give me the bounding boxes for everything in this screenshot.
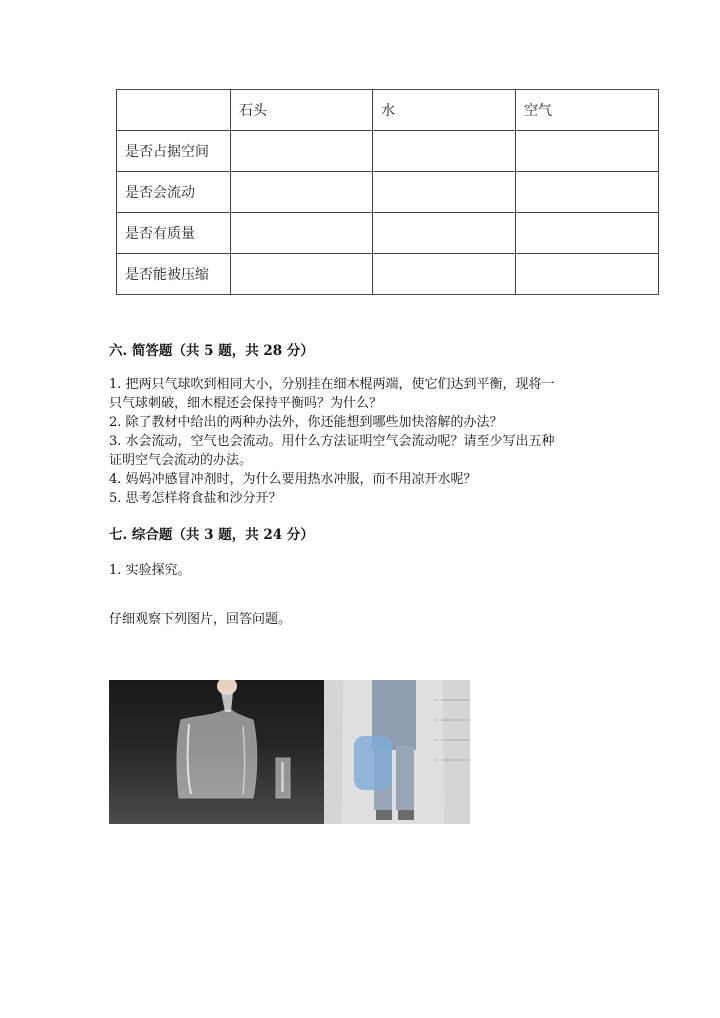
question-1-line-2: 只气球刺破，细木棍还会保持平衡吗？为什么？	[109, 396, 383, 411]
table-row	[117, 213, 659, 254]
table-row	[117, 254, 659, 295]
table-cell	[231, 254, 373, 295]
table-cell	[516, 213, 659, 254]
table-cell	[516, 172, 659, 213]
table-row	[117, 172, 659, 213]
question-5: 5. 思考怎样将食盐和沙分开？	[109, 491, 282, 506]
section-7-instruction: 仔细观察下列图片，回答问题。	[109, 612, 292, 627]
table-row	[117, 131, 659, 172]
table-header-cell: 水	[373, 90, 516, 131]
question-2: 2. 除了教材中给出的两种办法外，你还能想到哪些加快溶解的办法？	[109, 415, 503, 430]
table-row-label: 是否能被压缩	[117, 254, 231, 295]
table-cell	[373, 254, 516, 295]
question-3-line-2: 证明空气会流动的办法。	[109, 453, 253, 468]
table-cell	[373, 213, 516, 254]
table-cell	[231, 131, 373, 172]
question-4: 4. 妈妈冲感冒冲剂时，为什么要用热水冲服，而不用凉开水呢？	[109, 472, 477, 487]
table-cell	[516, 254, 659, 295]
table-header-row	[117, 90, 659, 131]
section-7-heading: 七. 综合题（共 3 题，共 24 分）	[109, 527, 314, 543]
table-header-cell	[117, 90, 231, 131]
table-row-label: 是否有质量	[117, 213, 231, 254]
question-3-line-1: 3. 水会流动，空气也会流动。用什么方法证明空气会流动呢？请至少写出五种	[109, 434, 555, 449]
table-row-label: 是否占据空间	[117, 131, 231, 172]
table-cell	[231, 213, 373, 254]
table-cell	[373, 172, 516, 213]
table-row-label: 是否会流动	[117, 172, 231, 213]
comparison-table	[116, 89, 659, 295]
table-cell	[373, 131, 516, 172]
section-6-heading: 六. 简答题（共 5 题，共 28 分）	[109, 343, 314, 359]
plastic-bag-illustration	[109, 680, 324, 824]
question-1-line-1: 1. 把两只气球吹到相同大小，分别挂在细木棍两端，使它们达到平衡，现将一	[109, 377, 555, 392]
table-cell	[231, 172, 373, 213]
photo-plastic-bag-hand	[109, 680, 324, 824]
table-header-cell: 空气	[516, 90, 659, 131]
person-bag-illustration	[324, 680, 470, 824]
section-7-question-1: 1. 实验探究。	[109, 563, 191, 578]
table-header-cell: 石头	[231, 90, 373, 131]
photo-person-in-bag	[324, 680, 470, 824]
table-cell	[516, 131, 659, 172]
